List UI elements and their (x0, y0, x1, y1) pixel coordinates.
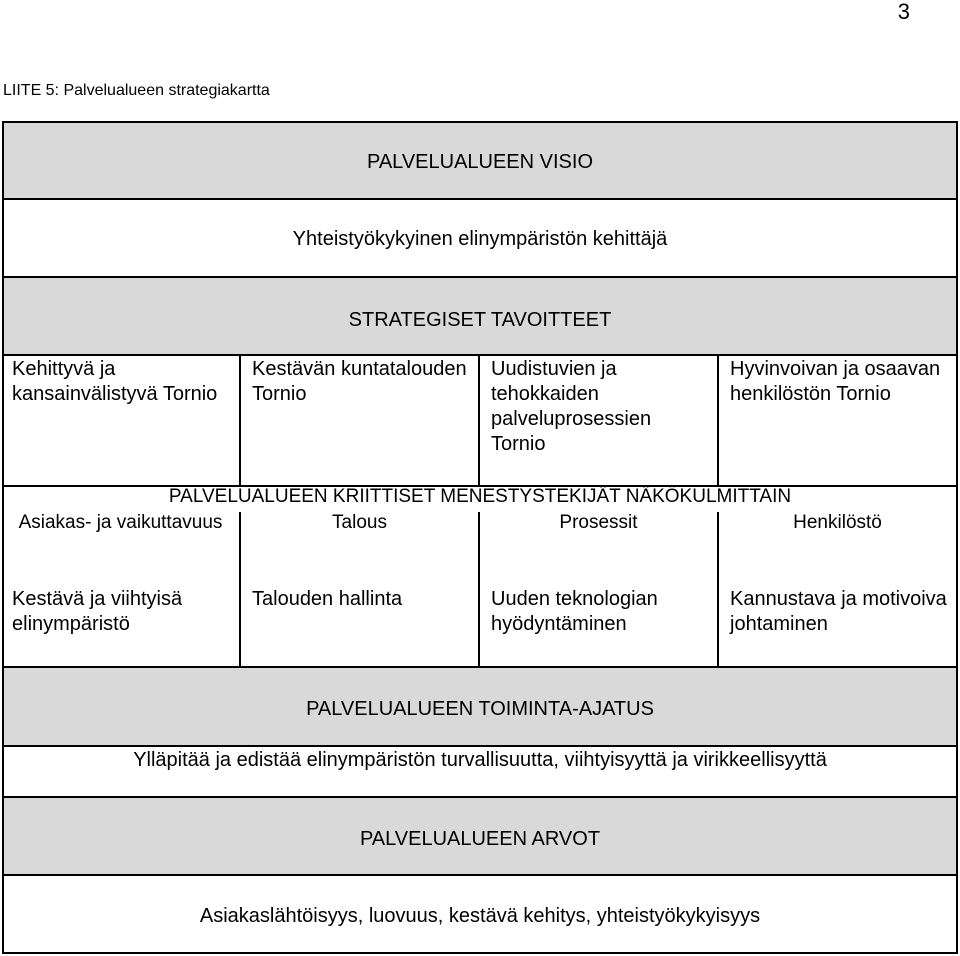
vision-text: Yhteistyökykyinen elinympäristön kehittäjä (292, 228, 668, 250)
column-divider (478, 354, 480, 487)
mission-header: PALVELUALUEEN TOIMINTA-AJATUS (306, 698, 654, 720)
column-divider (239, 512, 241, 668)
column-divider (717, 512, 719, 668)
divider (2, 354, 958, 356)
divider (2, 796, 958, 798)
goal-cell: Uudistuvien ja tehokkaiden palveluprosessien Tornio (491, 358, 652, 455)
perspective-finance: Talous (332, 512, 387, 533)
mission-text: Ylläpitää ja edistää elinympäristön turvallisuutta, viihtyisyyttä ja virikkeellisyyttä (133, 749, 827, 771)
appendix-title: LIITE 5: Palvelualueen strategiakartta (3, 82, 270, 99)
perspective-customer: Asiakas- ja vaikuttavuus (18, 512, 223, 533)
divider (2, 198, 958, 200)
goals-header: STRATEGISET TAVOITTEET (348, 309, 612, 331)
factor-cell: Uuden teknologian hyödyntäminen (491, 588, 658, 635)
divider (2, 276, 958, 278)
divider (2, 666, 958, 668)
values-header: PALVELUALUEEN ARVOT (359, 828, 601, 850)
divider (2, 745, 958, 747)
goal-cell: Hyvinvoivan ja osaavan henkilöstön Tornio (730, 358, 941, 405)
column-divider (717, 354, 719, 487)
perspective-personnel: Henkilöstö (793, 512, 882, 533)
goal-cell: Kehittyvä ja kansainvälistyvä Tornio (12, 358, 218, 405)
factor-cell: Kestävä ja viihtyisä elinympäristö (12, 588, 183, 635)
factor-cell: Kannustava ja motivoiva johtaminen (730, 588, 947, 635)
divider (2, 874, 958, 876)
column-divider (239, 354, 241, 487)
factors-header: PALVELUALUEEN KRIITTISET MENESTYSTEKIJÄT NÄKÖKULMITTAIN (168, 486, 792, 507)
factor-cell: Talouden hallinta (252, 588, 403, 610)
page-number: 3 (897, 0, 910, 24)
perspective-process: Prosessit (559, 512, 638, 533)
strategy-map (2, 121, 958, 954)
goal-cell: Kestävän kuntatalouden Tornio (252, 358, 467, 405)
vision-header: PALVELUALUEEN VISIO (366, 151, 593, 173)
values-text: Asiakaslähtöisyys, luovuus, kestävä kehitys, yhteistyökykyisyys (199, 905, 761, 927)
column-divider (478, 512, 480, 668)
